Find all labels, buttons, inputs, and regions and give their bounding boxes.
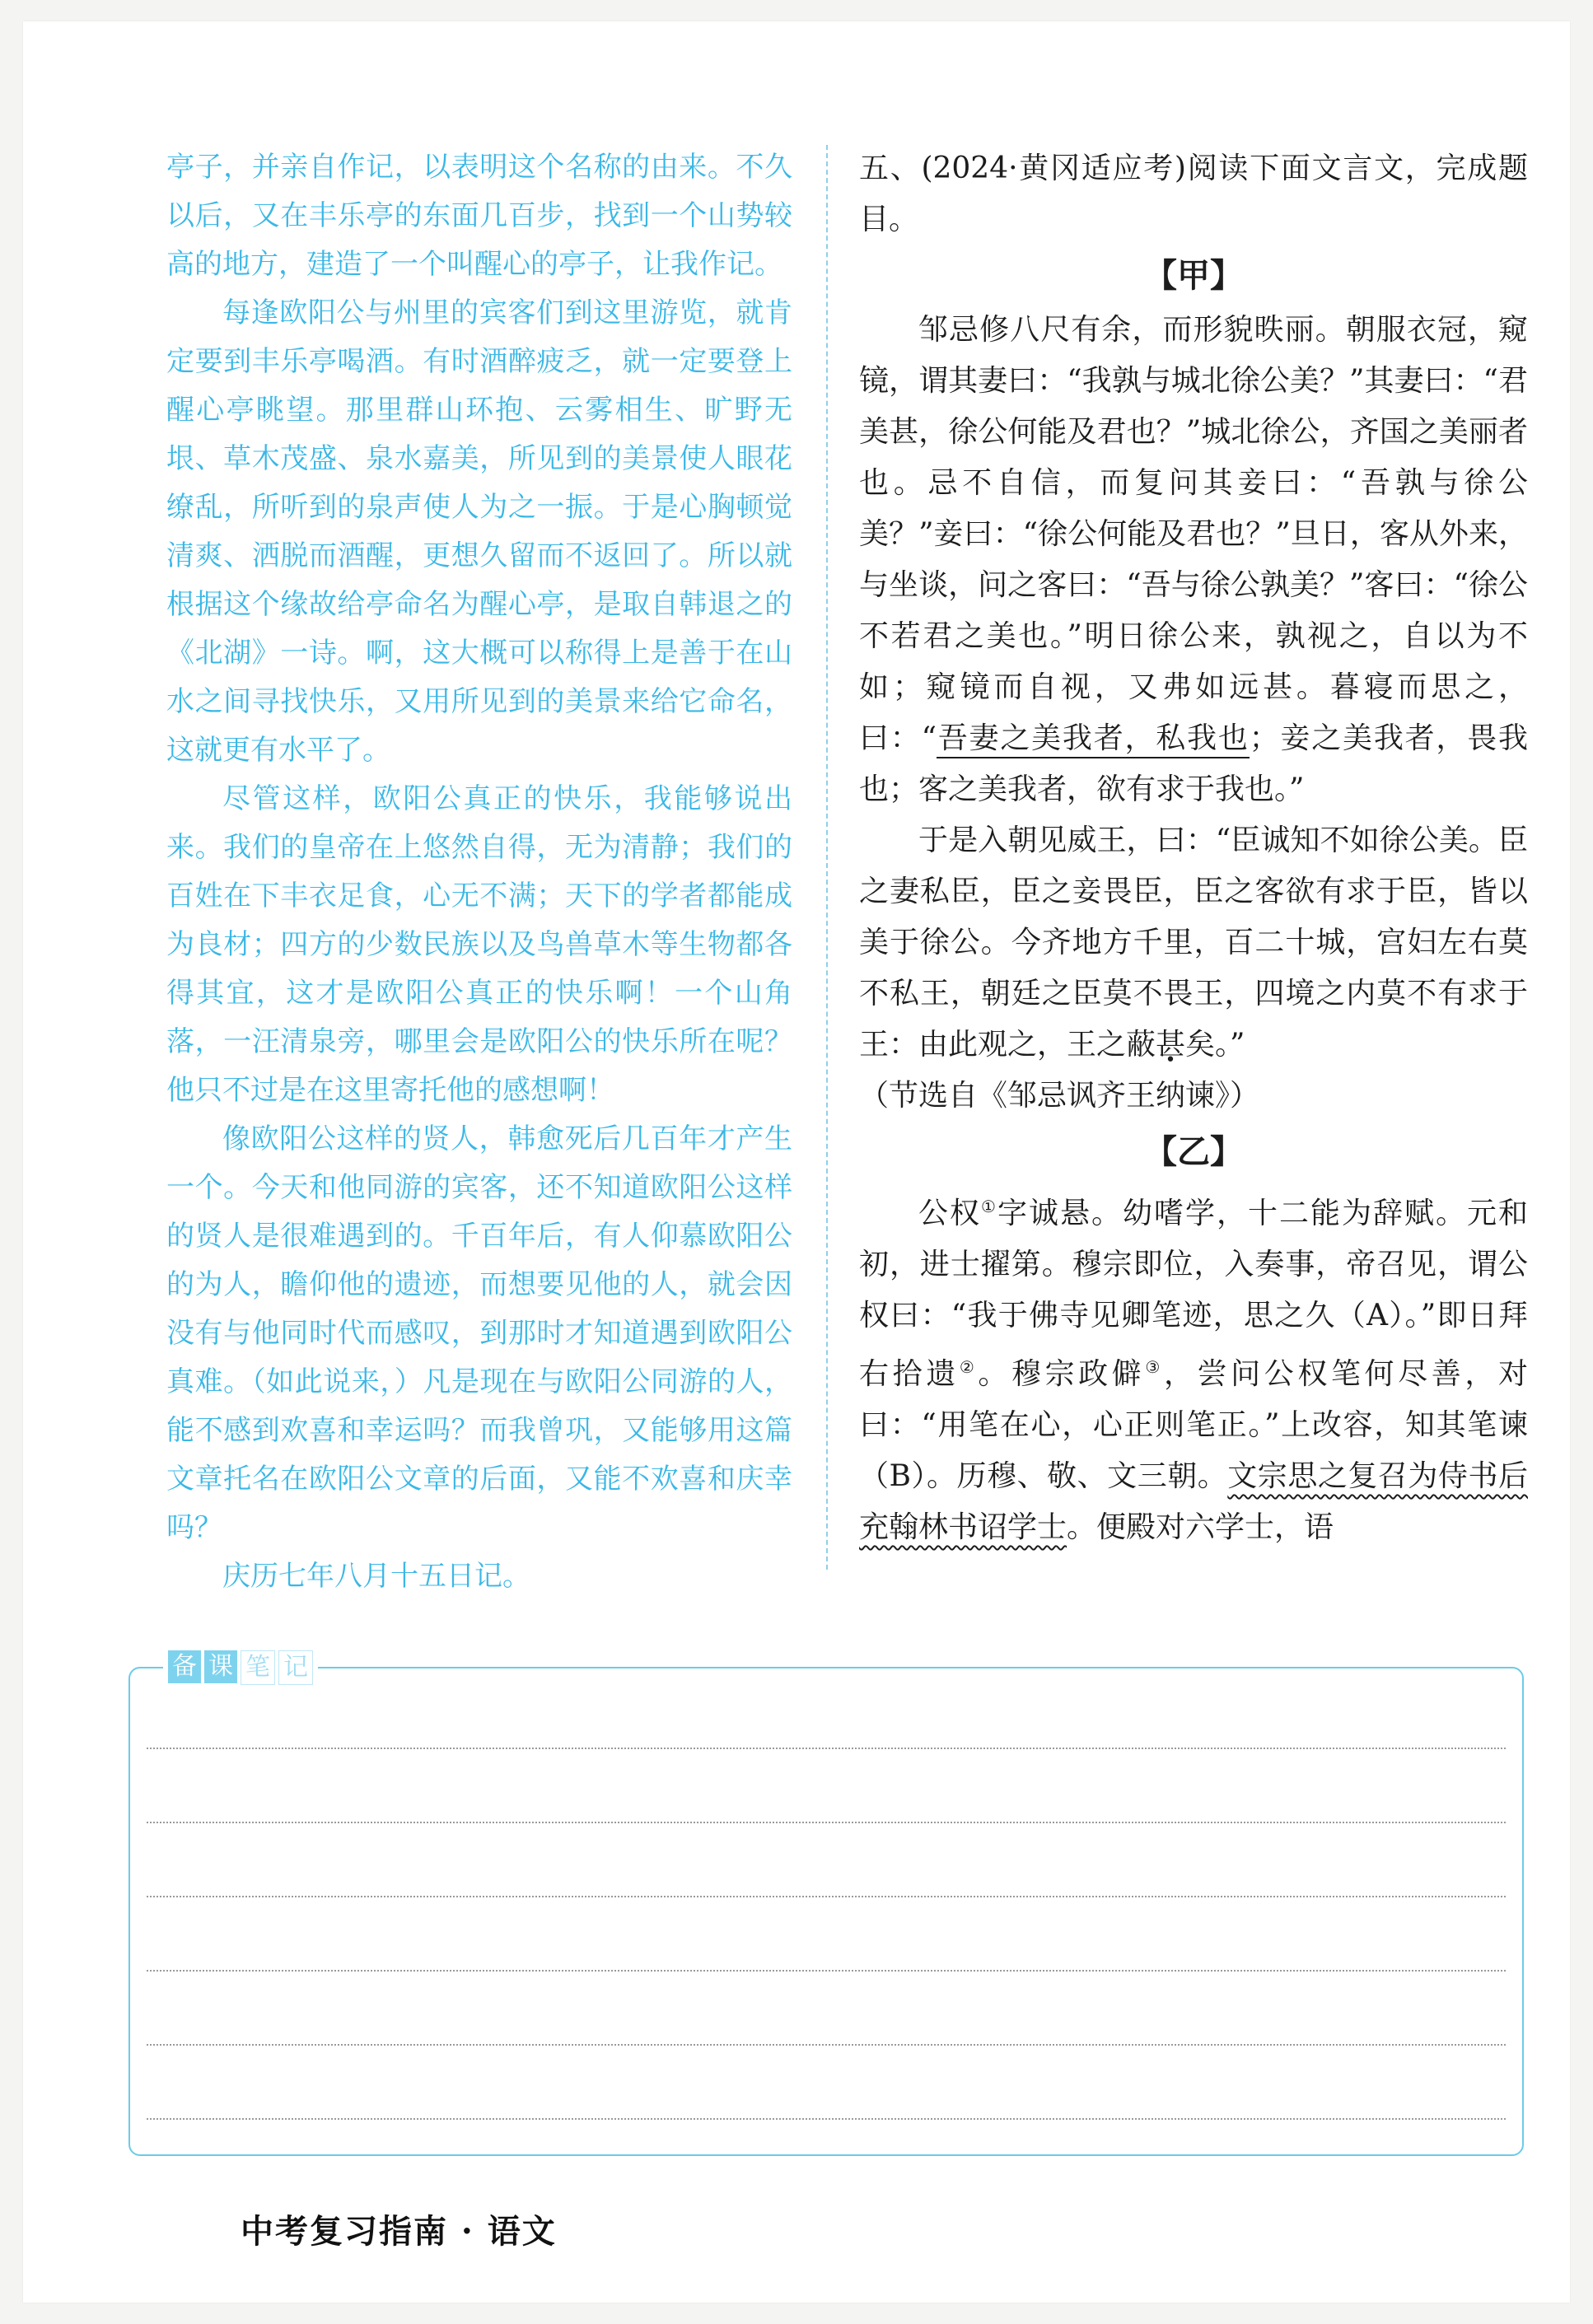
note-line-5	[147, 2044, 1506, 2046]
yi-p1-text-b: 字诚悬。幼嗜学，十二能为辞赋。元和初，进士擢第。穆宗即位，入奏事，帝召见，谓公权曰：“我于佛寺见卿笔迹，思之久（A）。”即日拜右拾遗	[859, 1197, 1528, 1391]
note-line-3	[147, 1896, 1506, 1897]
notes-title-char-2: 课	[204, 1650, 237, 1683]
translation-paragraph-4: 像欧阳公这样的贤人，韩愈死后几百年才产生一个。今天和他同游的宾客，还不知道欧阳公这样的贤人是很难遇到的。千百年后，有人仰慕欧阳公的为人，瞻仰他的遗迹，而想要见他的人，就会因没有与他同时代而感叹，到那时才知道遇到欧阳公真难。（如此说来，）凡是现在与欧阳公同游的人，能不感到欢喜和幸运吗？而我曾巩，又能够用这篇文章托名在欧阳公文章的后面，又能不欢喜和庆幸吗？	[166, 1122, 792, 1544]
jia-p2-text-a: 于是入朝见威王，曰：“臣诚知不如徐公美。臣之妻私臣，臣之妾畏臣，臣之客欲有求于臣，皆以美于徐公。今齐地方千里，百二十城，宫妇左右莫不私王，朝廷之臣莫不畏王，四境之内莫不有求于王：由此观之，王之	[859, 824, 1528, 1062]
yi-heading: 【乙】	[1144, 1132, 1243, 1171]
jia-p1-text-a: 邹忌修八尺有余，而形貌昳丽。朝服衣冠，窥镜，谓其妻曰：“我孰与城北徐公美？”其妻曰：“君美甚，徐公何能及君也？”城北徐公，齐国之美丽者也。忌不自信，而复问其妾曰：“吾孰与徐公美？”妾曰：“徐公何能及君也？”旦日，客从外来，与坐谈，问之客曰：“吾与徐公孰美？”客曰：“徐公不若君之美也。”明日徐公来，孰视之，自以为不如；窥镜而自视，又弗如远甚。暮寝而思之，曰：“	[859, 313, 1528, 755]
translation-date: 庆历七年八月十五日记。	[222, 1560, 530, 1593]
lesson-notes-box	[128, 1652, 1524, 2156]
page-footer: 中考复习指南 · 语文	[241, 2212, 557, 2251]
note-line-1	[147, 1748, 1506, 1749]
yi-p1-text-a: 公权	[918, 1197, 982, 1230]
yi-paragraph-1	[859, 1181, 1528, 1553]
column-divider	[826, 145, 828, 1570]
translation-paragraph-3: 尽管这样，欧阳公真正的快乐，我能够说出来。我们的皇帝在上悠然自得，无为清静；我们的百姓在下丰衣足食，心无不满；天下的学者都能成为良材；四方的少数民族以及鸟兽草木等生物都各得其宜，这才是欧阳公真正的快乐啊！一个山角落，一汪清泉旁，哪里会是欧阳公的快乐所在呢？他只不过是在这里寄托他的感想啊！	[166, 782, 792, 1107]
underlined-sentence: 吾妻之美我者，私我也	[937, 721, 1250, 758]
yi-p1-text-d: ，尝问公权笔何尽善，对曰：“用笔在心，心正则笔正。”上改容，知其笔谏（B）。历穆、敬、文三朝。	[859, 1357, 1528, 1493]
dotted-word: 蔽	[1126, 1028, 1156, 1062]
notes-title	[163, 1650, 318, 1685]
footnote-marker-3: ③	[1145, 1357, 1164, 1377]
jia-source: （节选自《邹忌讽齐王纳谏》）	[859, 1079, 1260, 1113]
note-line-4	[147, 1970, 1506, 1972]
jia-p1-text-b: ；妾之美我者，畏我也；客之美我者，欲有求于我也。”	[859, 721, 1528, 806]
yi-p1-text-c: 。穆宗政僻	[978, 1357, 1146, 1391]
notes-title-char-4: 记	[278, 1650, 313, 1685]
note-line-6	[147, 2118, 1506, 2120]
wavy-underlined-sentence: 文宗思之复召为侍书后充翰林书诏学士	[859, 1459, 1528, 1544]
yi-p1-text-e: 。便殿对六学士，语	[1067, 1510, 1334, 1544]
footnote-marker-2: ②	[959, 1357, 979, 1377]
question-column	[859, 143, 1528, 1553]
translation-column	[166, 143, 792, 1601]
notes-title-char-3: 笔	[241, 1650, 275, 1685]
jia-p2-text-b: 甚矣。”	[1156, 1028, 1245, 1062]
jia-paragraph-2	[859, 815, 1528, 1071]
jia-paragraph-1	[859, 305, 1528, 815]
footnote-marker-1: ①	[981, 1197, 997, 1216]
translation-paragraph-2: 每逢欧阳公与州里的宾客们到这里游览，就肯定要到丰乐亭喝酒。有时酒醉疲乏，就一定要登上醒心亭眺望。那里群山环抱、云雾相生、旷野无垠、草木茂盛、泉水嘉美，所见到的美景使人眼花缭乱，所听到的泉声使人为之一振。于是心胸顿觉清爽、洒脱而酒醒，更想久留而不返回了。所以就根据这个缘故给亭命名为醒心亭，是取自韩退之的《北湖》一诗。啊，这大概可以称得上是善于在山水之间寻找快乐，又用所见到的美景来给它命名，这就更有水平了。	[166, 296, 792, 767]
page	[23, 21, 1570, 2303]
note-line-2	[147, 1822, 1506, 1823]
translation-paragraph-1: 亭子，并亲自作记，以表明这个名称的由来。不久以后，又在丰乐亭的东面几百步，找到一个山势较高的地方，建造了一个叫醒心的亭子，让我作记。	[166, 151, 792, 281]
jia-heading: 【甲】	[1144, 256, 1243, 295]
notes-title-char-1: 备	[168, 1650, 201, 1683]
question-intro: 五、(2024·黄冈适应考)阅读下面文言文，完成题目。	[859, 152, 1528, 236]
